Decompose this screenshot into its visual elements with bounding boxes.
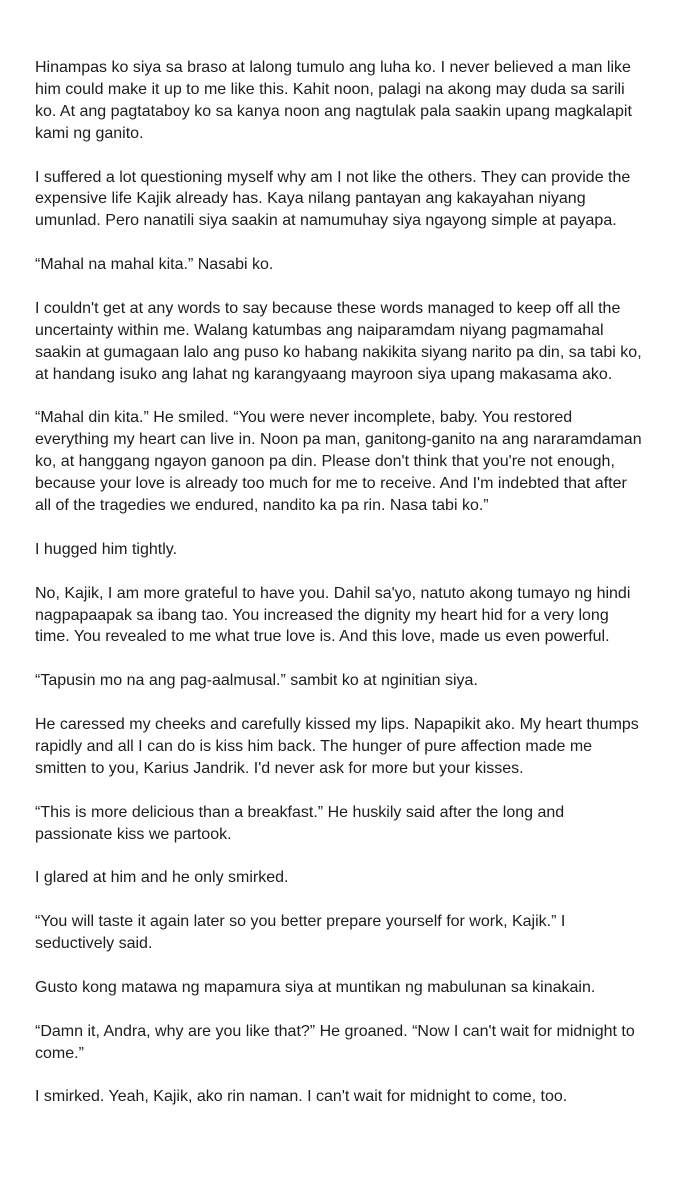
paragraph: “You will taste it again later so you better prepare yourself for work, Kajik.” I seductively said.: [35, 913, 566, 953]
paragraph: I smirked. Yeah, Kajik, ako rin naman. I can't wait for midnight to come, too.: [35, 1088, 568, 1106]
paragraph: “Damn it, Andra, why are you like that?” He groaned. “Now I can't wait for midnight to come.”: [35, 1022, 635, 1062]
paragraph: Hinampas ko siya sa braso at lalong tumulo ang luha ko. I never believed a man like him could make it up to me like this. Kahit noon, palagi na akong may duda sa sarili ko. At ang pagtataboy ko sa kanya noon ang nagtulak pala saakin upang magkalapit kami ng ganito.: [35, 59, 632, 142]
paragraph: “Mahal na mahal kita.” Nasabi ko.: [35, 256, 274, 274]
paragraph: “Tapusin mo na ang pag-aalmusal.” sambit ko at nginitian siya.: [35, 672, 478, 690]
paragraph: I glared at him and he only smirked.: [35, 869, 289, 887]
paragraph: Gusto kong matawa ng mapamura siya at muntikan ng mabulunan sa kinakain.: [35, 978, 596, 996]
paragraph: No, Kajik, I am more grateful to have you. Dahil sa'yo, natuto akong tumayo ng hindi nagpapaapak sa ibang tao. You increased the dignity my heart hid for a very long time. You revealed to me what true love is. And this love, made us even powerful.: [35, 584, 631, 646]
paragraph: He caressed my cheeks and carefully kissed my lips. Napapikit ako. My heart thumps rapidly and all I can do is kiss him back. The hunger of pure affection made me smitten to you, Karius Jandrik. I'd never ask for more but your kisses.: [35, 716, 639, 777]
paragraph: I suffered a lot questioning myself why am I not like the others. They can provide the expensive life Kajik already has. Kaya nilang pantayan ang kakayahan niyang umunlad. Pero nanatili siya saakin at namumuhay siya ngayong simple at payapa.: [35, 168, 631, 230]
paragraph: “This is more delicious than a breakfast.” He huskily said after the long and passionate kiss we partook.: [35, 803, 565, 843]
paragraph: I couldn't get at any words to say because these words managed to keep off all the uncertainty within me. Walang katumbas ang naiparamdam niyang pagmamahal saakin at gumagaan lalo ang puso ko habang nakikita siyang narito pa din, sa tabi ko, at handang isuko ang lahat ng karangyaang mayroon siya upang makasama ako.: [35, 299, 642, 383]
paragraph: “Mahal din kita.” He smiled. “You were never incomplete, baby. You restored everything my heart can live in. Noon pa man, ganitong-ganito na ang nararamdaman ko, at hanggang ngayon ganoon pa din. Please don't think that you're not enough, because your love is already too much for me to receive. And I'm indebted that after all of the tragedies we endured, nandito ka pa rin. Nasa tabi ko.”: [35, 409, 642, 515]
paragraph: I hugged him tightly.: [35, 540, 178, 558]
